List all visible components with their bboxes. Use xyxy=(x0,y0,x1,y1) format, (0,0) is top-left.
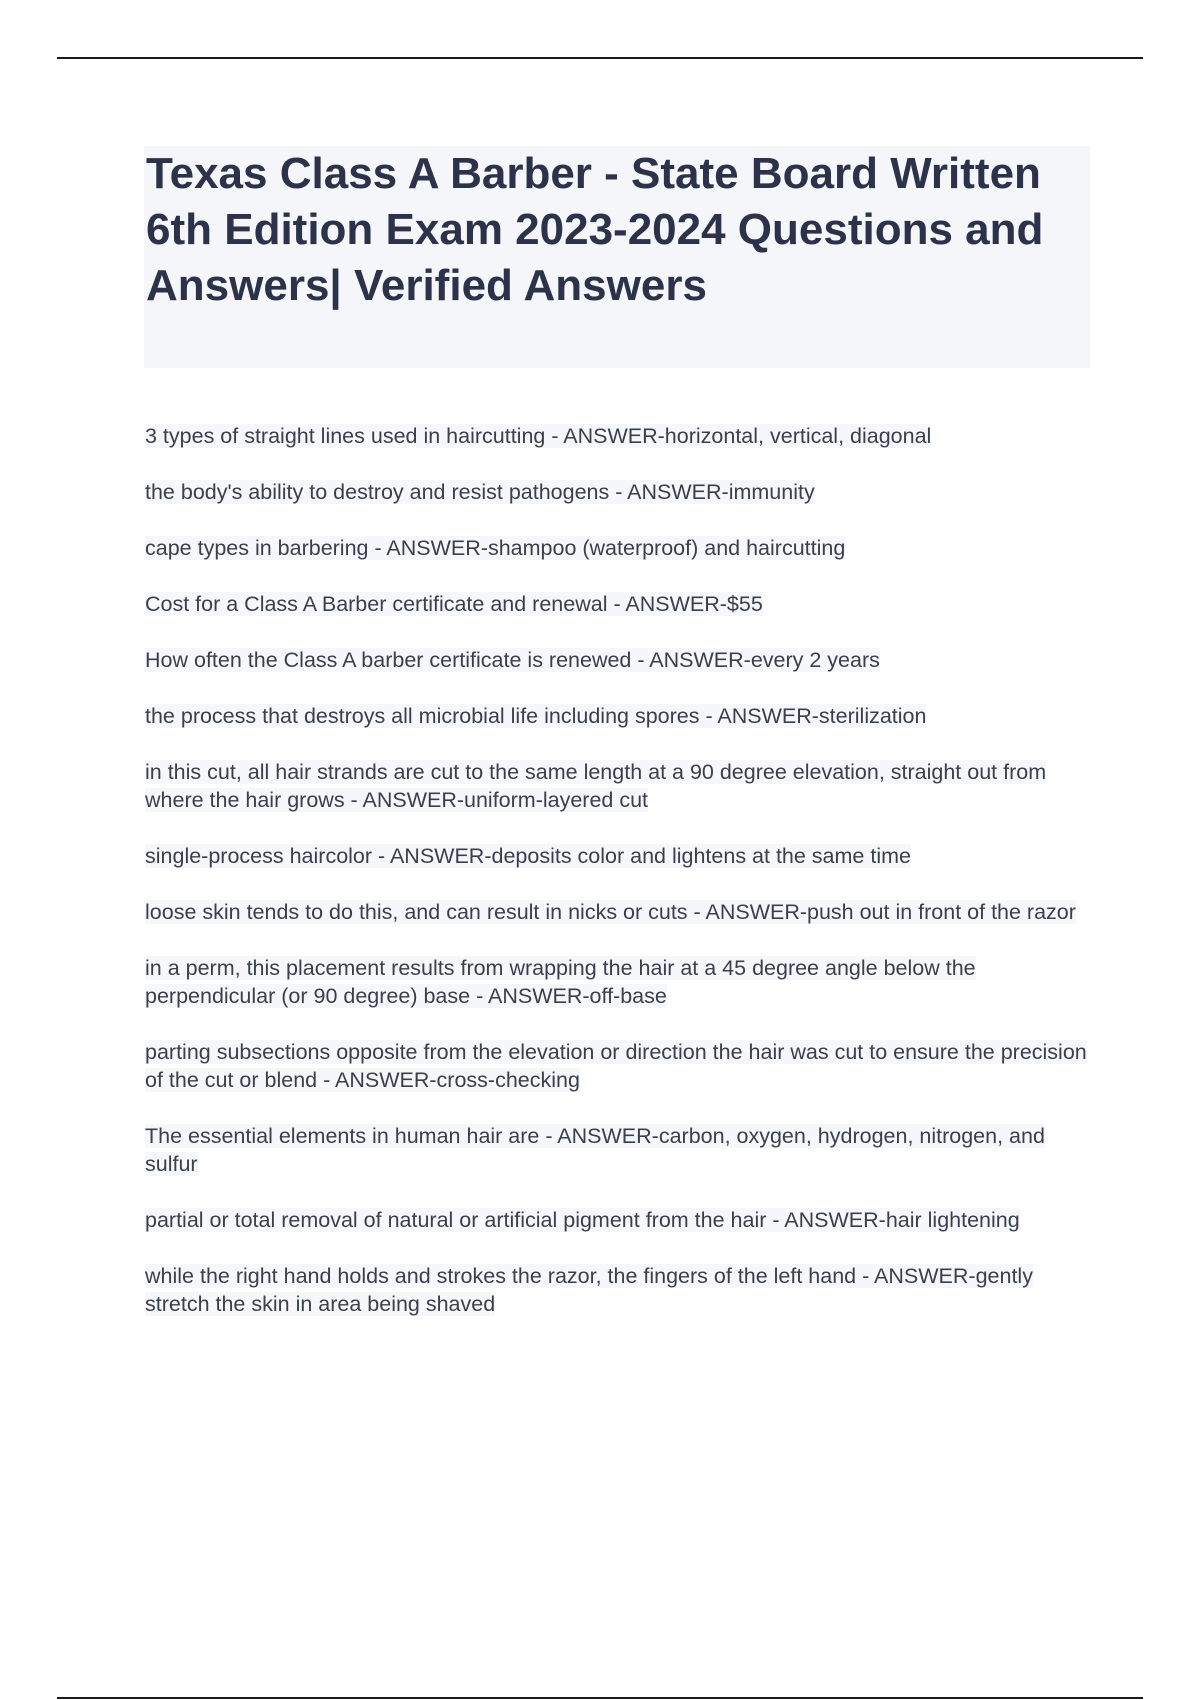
qa-item-text: 3 types of straight lines used in haircutting - ANSWER-horizontal, vertical, diagonal xyxy=(145,424,932,448)
qa-item-text: loose skin tends to do this, and can result in nicks or cuts - ANSWER-push out in front of the razor xyxy=(145,900,1076,924)
bottom-divider xyxy=(57,1697,1143,1699)
qa-item-text: How often the Class A barber certificate is renewed - ANSWER-every 2 years xyxy=(145,648,880,672)
qa-item xyxy=(145,646,1095,674)
qa-item xyxy=(145,1038,1095,1094)
qa-item xyxy=(145,422,1095,450)
qa-item-text: partial or total removal of natural or artificial pigment from the hair - ANSWER-hair lightening xyxy=(145,1208,1020,1232)
qa-item-text: Cost for a Class A Barber certificate and renewal - ANSWER-$55 xyxy=(145,592,763,616)
qa-item xyxy=(145,534,1095,562)
document-title: Texas Class A Barber - State Board Written 6th Edition Exam 2023-2024 Questions and Answers| Verified Answers xyxy=(146,149,1044,310)
qa-item xyxy=(145,590,1095,618)
qa-list xyxy=(145,422,1095,1346)
top-divider xyxy=(57,57,1143,59)
qa-item xyxy=(145,1206,1095,1234)
qa-item-text: while the right hand holds and strokes the razor, the fingers of the left hand - ANSWER-gently stretch the skin in area being shaved xyxy=(145,1264,1033,1316)
qa-item-text: the body's ability to destroy and resist pathogens - ANSWER-immunity xyxy=(145,480,815,504)
qa-item-text: cape types in barbering - ANSWER-shampoo (waterproof) and haircutting xyxy=(145,536,846,560)
qa-item-text: parting subsections opposite from the elevation or direction the hair was cut to ensure the precision of the cut or blend - ANSWER-cross-checking xyxy=(145,1040,1087,1092)
qa-item-text: The essential elements in human hair are - ANSWER-carbon, oxygen, hydrogen, nitrogen, and sulfur xyxy=(145,1124,1045,1176)
qa-item xyxy=(145,702,1095,730)
qa-item-text: in this cut, all hair strands are cut to the same length at a 90 degree elevation, straight out from where the hair grows - ANSWER-uniform-layered cut xyxy=(145,760,1047,812)
qa-item xyxy=(145,954,1095,1010)
qa-item xyxy=(145,1262,1095,1318)
title-block xyxy=(144,146,1090,368)
qa-item xyxy=(145,478,1095,506)
qa-item xyxy=(145,898,1095,926)
qa-item xyxy=(145,1122,1095,1178)
qa-item xyxy=(145,758,1095,814)
qa-item-text: the process that destroys all microbial life including spores - ANSWER-sterilization xyxy=(145,704,927,728)
qa-item xyxy=(145,842,1095,870)
qa-item-text: single-process haircolor - ANSWER-deposits color and lightens at the same time xyxy=(145,844,911,868)
qa-item-text: in a perm, this placement results from wrapping the hair at a 45 degree angle below the perpendicular (or 90 degree) base - ANSWER-off-base xyxy=(145,956,976,1008)
